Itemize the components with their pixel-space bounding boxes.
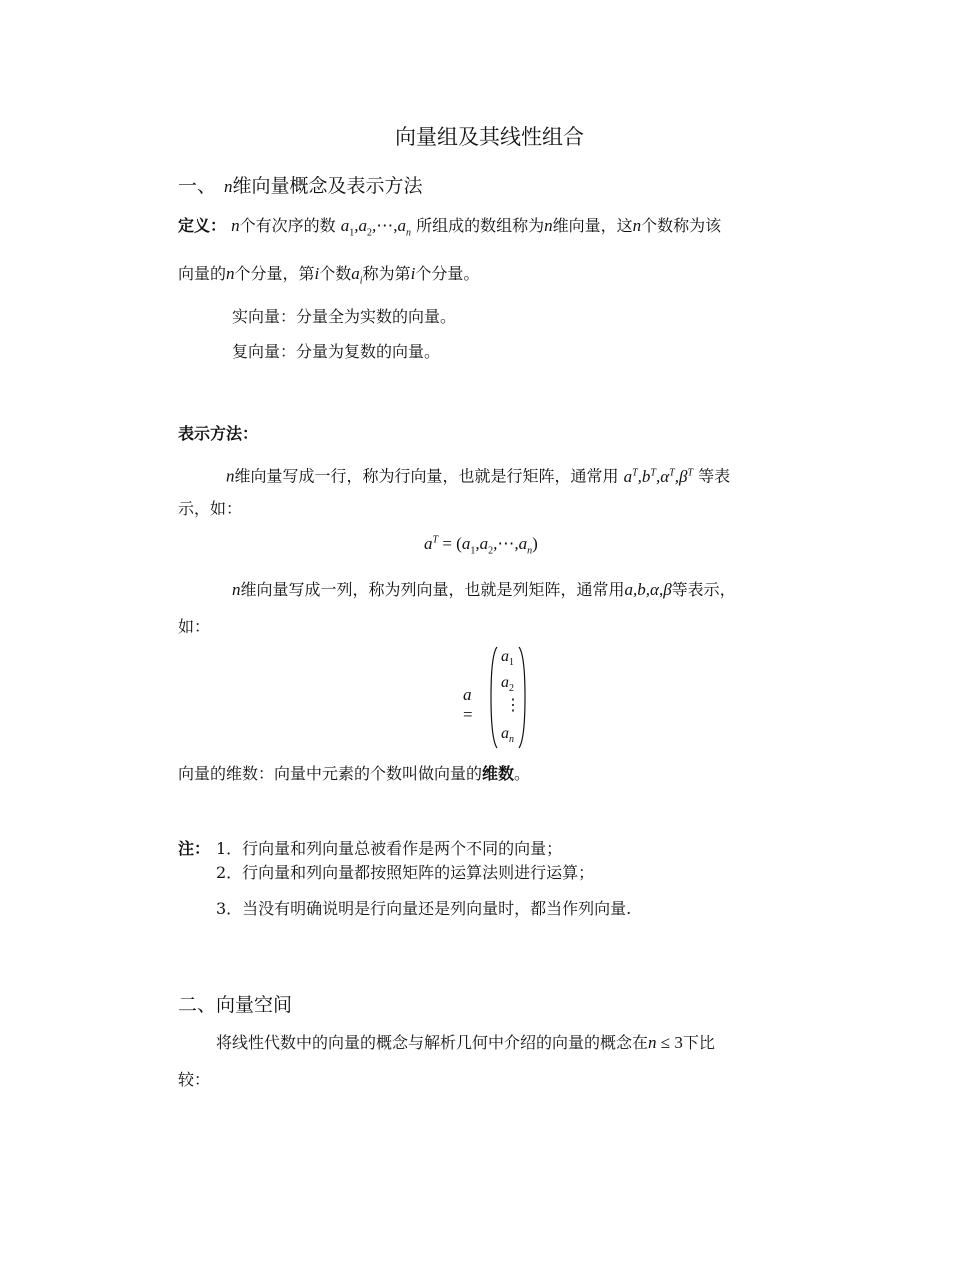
definition-text-i: 个分量。 [415,264,480,283]
row-vector-formula: $a^T$ = $(a_1,a_2,\cdots,a_n)$ [424,534,538,557]
matrix-cell-vdots: ⋮ [505,697,521,714]
col-text-b: 等表示， [671,580,736,599]
section-2-para-2: 较： [178,1070,211,1089]
real-vector-line: 实向量：分量全为实数的向量。 [232,307,457,326]
math-n: n [544,216,553,235]
page-title: 向量组及其线性组合 [395,125,584,149]
row-text-b: 等表 [698,466,731,486]
math-n: n [232,580,241,599]
definition-text-e: 向量的 [178,264,227,283]
matrix-cell-a1: $a_1$ [501,648,514,669]
matrix-cell-a2: $a_2$ [501,674,514,695]
definition-text-h: 称为第 [362,264,411,283]
col-text-a: 维向量写成一列，称为列向量，也就是列矩阵，通常用 [240,580,625,599]
note-item: 2．行向量和列向量都按照矩阵的运算法则进行运算； [216,863,595,882]
column-vector-line-2: 如： [178,617,211,636]
math-n: n [231,216,240,235]
row-text-a: 维向量写成一行，称为行向量，也就是行矩阵，通常用 [234,466,619,486]
left-paren-icon [489,645,499,750]
notes-label: 注： [178,839,211,858]
section-2-heading: 二、向量空间 [178,994,293,1016]
column-vector-line [232,580,736,600]
row-vector-line-2: 示，如： [178,499,243,518]
definition-line-2 [178,264,479,291]
math-n: n [226,264,235,283]
math-n: n [226,466,235,486]
section-2-text-b: 下比 [682,1033,715,1052]
math-i: i [314,264,320,283]
definition-text-a: 个有次序的数 [239,216,336,235]
math-i: i [410,264,416,283]
definition-text-c: 维向量，这 [552,216,633,235]
matrix-lhs: a = [463,685,473,724]
definition-text-f: 个分量，第 [234,264,315,283]
dimension-end: 。 [514,764,531,783]
matrix-cell-an: $a_n$ [501,725,514,746]
section-2-text-a: 将线性代数中的向量的概念与解析几何中介绍的向量的概念在 [216,1033,649,1052]
definition-text-b: 所组成的数组称为 [416,216,545,235]
math-vectors: a,b,α,β [624,580,672,599]
definition-line-1 [178,216,721,243]
note-item: 3．当没有明确说明是行向量还是列向量时，都当作列向量. [216,899,632,918]
math-n: n [632,216,642,235]
definition-label: 定义： [178,216,227,235]
dimension-text: 向量的维数：向量中元素的个数叫做向量的 [178,764,483,783]
representation-label: 表示方法： [178,424,259,443]
section-1-heading [178,171,423,198]
definition-text-d: 个数称为该 [641,216,722,235]
complex-vector-line: 复向量：分量为复数的向量。 [232,342,441,361]
section-1-prefix: 一、 [178,175,217,197]
math-a-sequence: $a_1,a_2,\cdots,a_n$ [340,216,411,239]
math-transposes: $a^T,b^T,\alpha^T,\beta^T$ [623,466,694,486]
definition-text-g: 个数 [319,264,352,283]
row-vector-line [226,463,730,487]
math-n-le-3: n ≤ 3 [648,1033,683,1052]
section-2-para [216,1033,715,1053]
math-a-i: $a_i$ [351,264,363,287]
dimension-bold: 维数 [482,764,515,783]
dimension-line [178,764,530,784]
note-item: 1．行向量和列向量总被看作是两个不同的向量； [216,839,563,858]
section-1-var: n [224,177,233,196]
section-1-rest: 维向量概念及表示方法 [232,175,423,197]
